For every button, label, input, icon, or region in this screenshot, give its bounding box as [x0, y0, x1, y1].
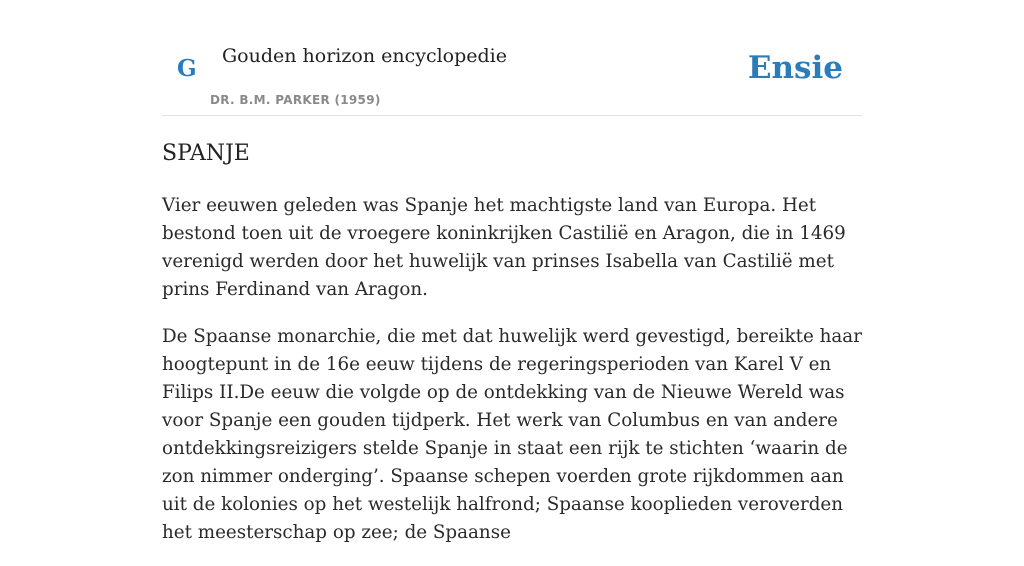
entry-title: SPANJE [162, 141, 250, 166]
entry-paragraph: Vier eeuwen geleden was Spanje het machtigste land van Europa. Het bestond toen uit de vroegere koninkrijken Castilië en Aragon, die in 1469 verenigd werden door het huwelijk van prinses Isabella van Castilië met prins Ferdinand van Aragon. [162, 195, 846, 300]
book-logo[interactable]: G [177, 55, 197, 82]
book-header [162, 0, 862, 116]
book-title[interactable]: Gouden horizon encyclopedie [222, 45, 507, 67]
page [162, 0, 862, 543]
entry-paragraph: De Spaanse monarchie, die met dat huwelijk werd gevestigd, bereikte haar hoogtepunt in de 16e eeuw tijdens de regeringsperioden van Karel V en Filips II.De eeuw die volgde op de ontdekking van de Nieuwe Wereld was voor Spanje een gouden tijdperk. Het werk van Columbus en van andere ontdekkingsreizigers stelde Spanje in staat een rijk te stichten ‘waarin de zon nimmer onderging’. Spaanse schepen voerden grote rijkdommen aan uit de kolonies op het westelijk halfrond; Spaanse kooplieden veroverden het meesterschap op zee; de Spaanse [162, 326, 862, 543]
ensie-logo-link[interactable]: Ensie [747, 50, 843, 86]
book-author: DR. B.M. PARKER (1959) [210, 93, 381, 107]
entry-content [162, 192, 862, 566]
